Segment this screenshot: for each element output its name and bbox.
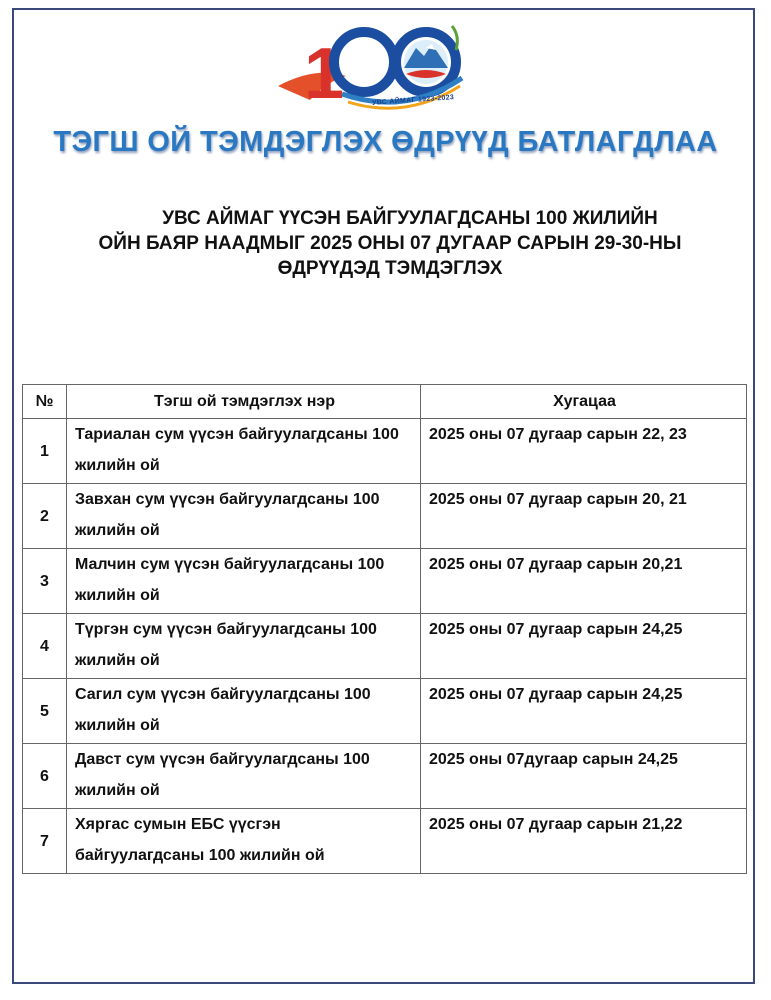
table-row bbox=[23, 809, 747, 874]
row-name: Тариалан сум үүсэн байгуулагдсаны 100 жилийн ой bbox=[67, 419, 421, 484]
row-num: 6 bbox=[23, 744, 67, 809]
row-date: 2025 оны 07 дугаар сарын 20,21 bbox=[421, 549, 747, 614]
row-name: Сагил сум үүсэн байгуулагдсаны 100 жилийн ой bbox=[67, 679, 421, 744]
row-date: 2025 оны 07 дугаар сарын 22, 23 bbox=[421, 419, 747, 484]
subtitle-line-1: УВС АЙМАГ ҮҮСЭН БАЙГУУЛАГДСАНЫ 100 ЖИЛИЙН bbox=[162, 208, 658, 229]
table-row bbox=[23, 744, 747, 809]
row-date: 2025 оны 07 дугаар сарын 24,25 bbox=[421, 679, 747, 744]
row-name: Хяргас сумын ЕБС үүсгэн байгуулагдсаны 100 жилийн ой bbox=[67, 809, 421, 874]
row-num: 5 bbox=[23, 679, 67, 744]
row-name: Малчин сум үүсэн байгуулагдсаны 100 жилийн ой bbox=[67, 549, 421, 614]
subtitle-line-3: ӨДРҮҮДЭД ТЭМДЭГЛЭХ bbox=[277, 258, 503, 279]
row-date: 2025 оны 07 дугаар сарын 24,25 bbox=[421, 614, 747, 679]
table-row bbox=[23, 614, 747, 679]
row-num: 1 bbox=[23, 419, 67, 484]
row-num: 7 bbox=[23, 809, 67, 874]
table-row bbox=[23, 419, 747, 484]
subtitle-line-2: ОЙН БАЯР НААДМЫГ 2025 ОНЫ 07 ДУГААР САРЫН 29-30-НЫ bbox=[98, 233, 682, 254]
table-row bbox=[23, 549, 747, 614]
header-date: Хугацаа bbox=[421, 385, 747, 419]
row-name: Давст сум үүсэн байгуулагдсаны 100 жилийн ой bbox=[67, 744, 421, 809]
row-date: 2025 оны 07 дугаар сарын 21,22 bbox=[421, 809, 747, 874]
row-date: 2025 оны 07 дугаар сарын 20, 21 bbox=[421, 484, 747, 549]
row-num: 3 bbox=[23, 549, 67, 614]
header-num: № bbox=[23, 385, 67, 419]
table-header-row bbox=[23, 385, 747, 419]
logo-caption: УВС АЙМАГ 1923-2023 bbox=[371, 94, 455, 107]
row-num: 2 bbox=[23, 484, 67, 549]
header-name: Тэгш ой тэмдэглэх нэр bbox=[67, 385, 421, 419]
row-name: Түргэн сум үүсэн байгуулагдсаны 100 жилийн ой bbox=[67, 614, 421, 679]
table-row bbox=[23, 679, 747, 744]
svg-text:1: 1 bbox=[304, 34, 345, 114]
anniversary-table bbox=[22, 384, 747, 874]
row-name: Завхан сум үүсэн байгуулагдсаны 100 жилийн ой bbox=[67, 484, 421, 549]
page-headline: ТЭГШ ОЙ ТЭМДЭГЛЭХ ӨДРҮҮД БАТЛАГДЛАА bbox=[53, 126, 718, 158]
row-num: 4 bbox=[23, 614, 67, 679]
row-date: 2025 оны 07дугаар сарын 24,25 bbox=[421, 744, 747, 809]
table-row bbox=[23, 484, 747, 549]
